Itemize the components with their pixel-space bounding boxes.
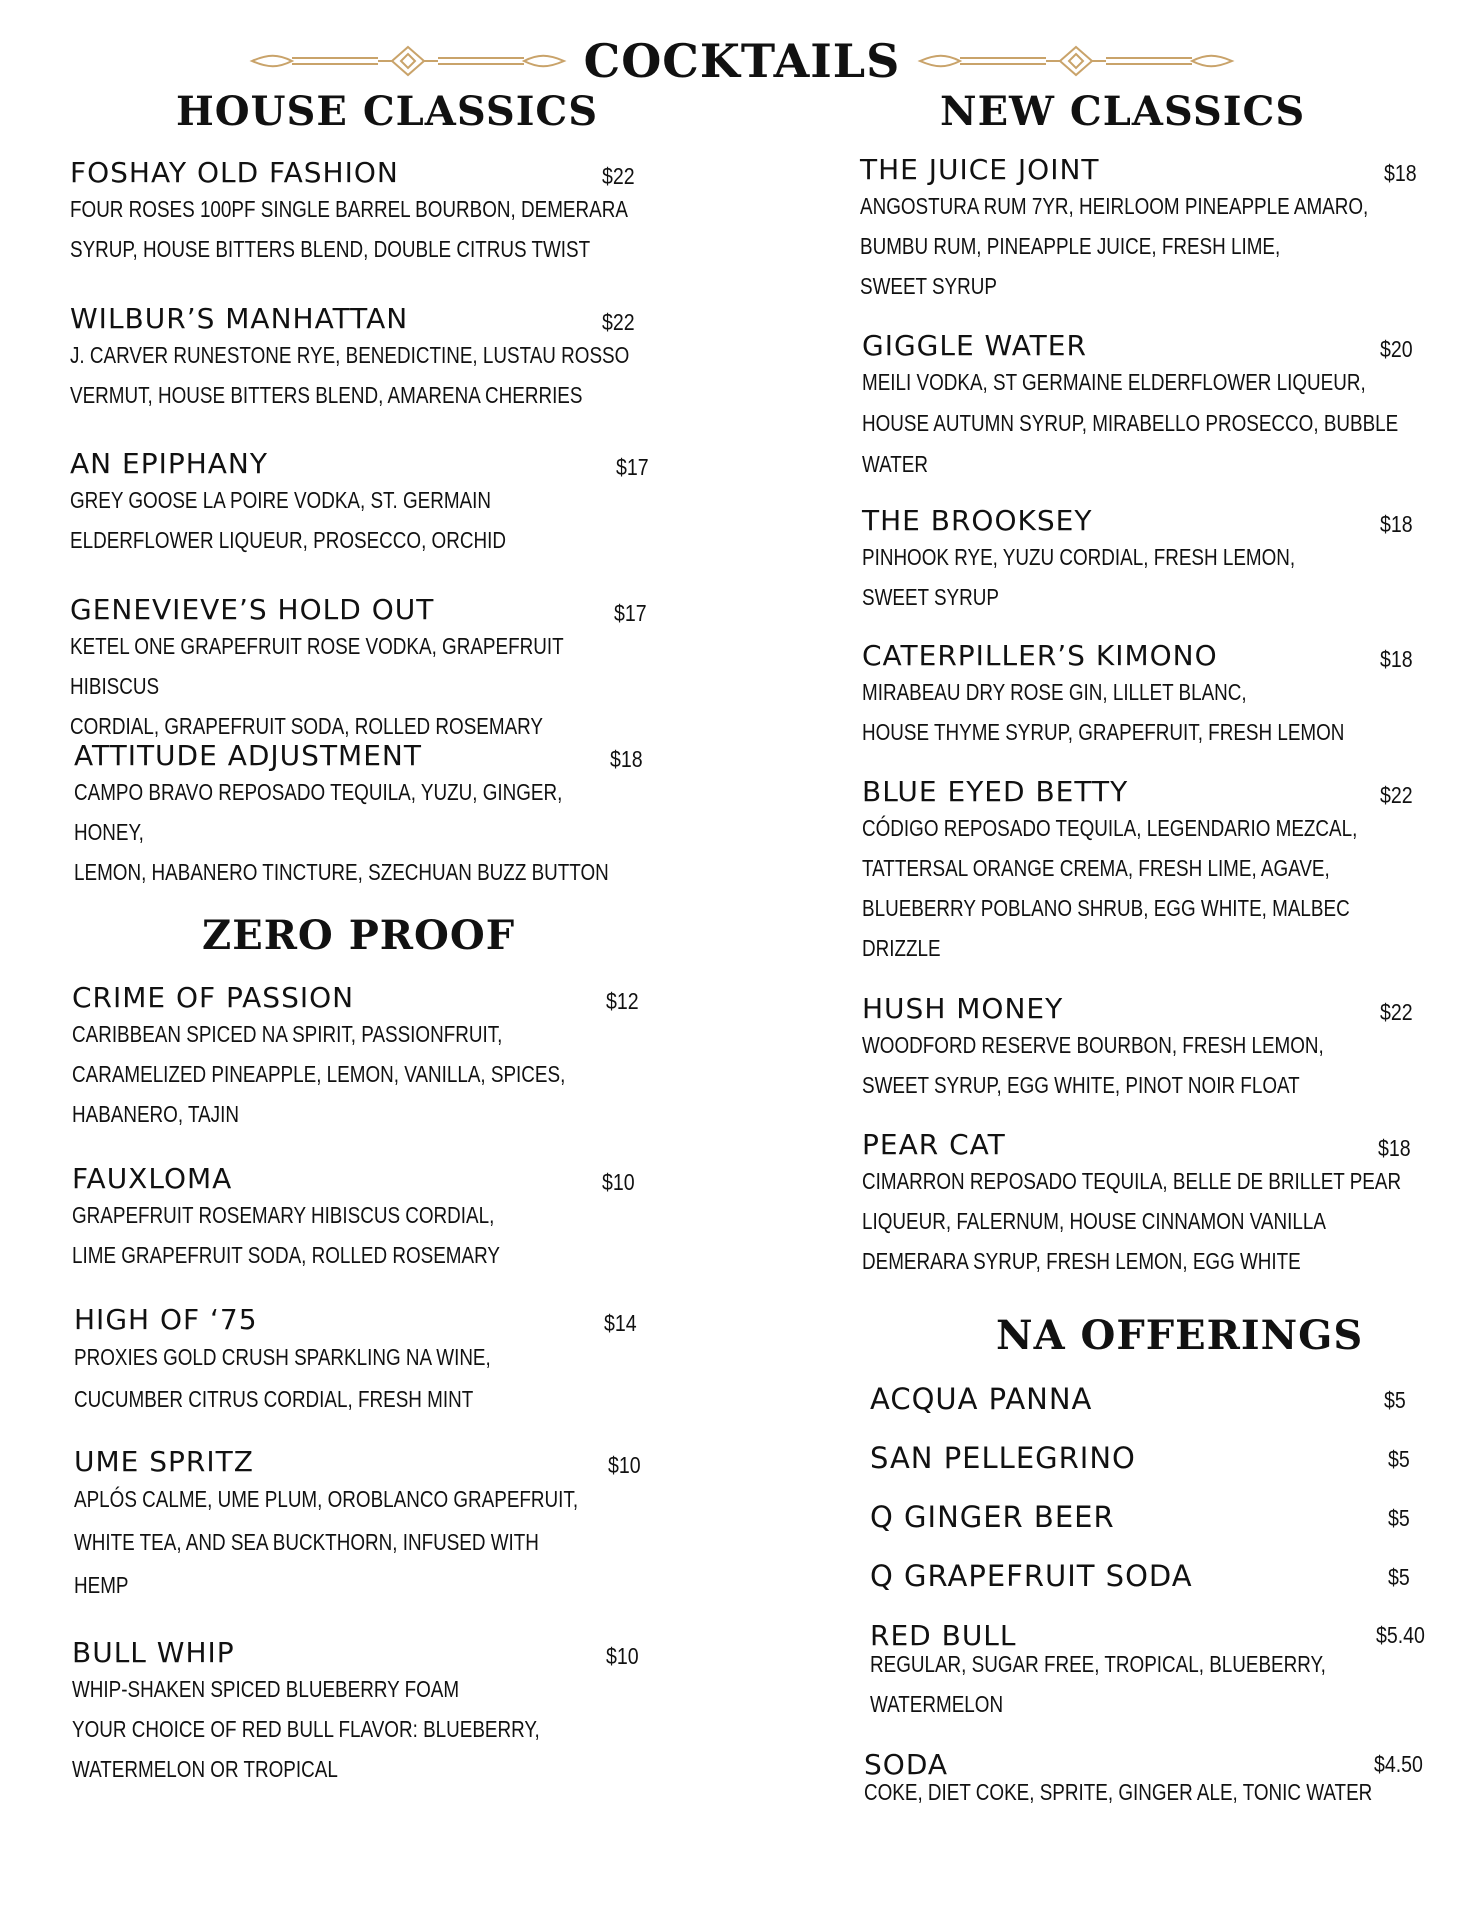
item-price: $18 [1380,646,1413,672]
menu-item [870,1442,1430,1474]
item-price: $12 [606,988,639,1014]
item-description: CIMARRON REPOSADO TEQUILA, BELLE DE BRILLET PEAR LIQUEUR, FALERNUM, HOUSE CINNAMON VANILLA DEMERARA SYRUP, FRESH LEMON, EGG WHITE [862,1168,1402,1274]
menu-item [862,330,1422,485]
item-description: PROXIES GOLD CRUSH SPARKLING NA WINE, CUCUMBER CITRUS CORDIAL, FRESH MINT [74,1344,491,1412]
art-deco-ornament-left-icon [248,44,568,78]
item-price: $10 [608,1452,641,1478]
item-name: FAUXLOMA [72,1162,233,1195]
menu-item [862,1129,1422,1281]
menu-item [74,1445,641,1607]
item-name: BLUE EYED BETTY [862,775,1129,808]
item-description: PINHOOK RYE, YUZU CORDIAL, FRESH LEMON, SWEET SYRUP [862,544,1296,610]
item-name: FOSHAY OLD FASHION [70,156,399,189]
menu-item [74,1303,637,1420]
item-price: $22 [1380,782,1413,808]
item-name: SODA [864,1748,949,1781]
menu-item [860,154,1420,306]
item-description: MIRABEAU DRY ROSE GIN, LILLET BLANC, HOUSE THYME SYRUP, GRAPEFRUIT, FRESH LEMON [862,679,1345,745]
menu-item [72,1162,635,1275]
item-price: $18 [1380,511,1413,537]
item-name: RED BULL [870,1619,1017,1652]
menu-item [70,156,635,269]
menu-item [862,640,1422,752]
item-description: ANGOSTURA RUM 7YR, HEIRLOOM PINEAPPLE AMARO, BUMBU RUM, PINEAPPLE JUICE, FRESH LIME, SWEET SYRUP [860,193,1369,299]
item-price: $22 [602,163,635,189]
item-description: REGULAR, SUGAR FREE, TROPICAL, BLUEBERRY, WATERMELON [870,1651,1326,1717]
menu-item [862,505,1422,617]
item-name: GIGGLE WATER [862,329,1087,362]
item-description: FOUR ROSES 100PF SINGLE BARREL BOURBON, DEMERARA SYRUP, HOUSE BITTERS BLEND, DOUBLE CITRUS TWIST [70,196,628,262]
item-price: $10 [606,1643,639,1669]
item-price: $20 [1380,336,1413,362]
menu-item [870,1383,1430,1415]
item-name: HUSH MONEY [862,992,1064,1025]
item-name: THE BROOKSEY [862,504,1093,537]
menu-item [72,1636,639,1789]
item-description: CÓDIGO REPOSADO TEQUILA, LEGENDARIO MEZCAL, TATTERSAL ORANGE CREMA, FRESH LIME, AGAVE, BLUEBERRY POBLANO SHRUB, EGG WHITE, MALBEC DRIZZLE [862,815,1358,961]
item-name: AN EPIPHANY [70,447,268,480]
item-name: Q GRAPEFRUIT SODA [870,1559,1193,1593]
menu-item [862,993,1422,1105]
item-price: $14 [604,1310,637,1336]
item-description: APLÓS CALME, UME PLUM, OROBLANCO GRAPEFRUIT, WHITE TEA, AND SEA BUCKTHORN, INFUSED WITH HEMP [74,1486,579,1598]
section-title-new-classics: NEW CLASSICS [940,88,1306,135]
item-price: $22 [1380,999,1413,1025]
item-description: CAMPO BRAVO REPOSADO TEQUILA, YUZU, GINGER, HONEY, LEMON, HABANERO TINCTURE, SZECHUAN BUZZ BUTTON [74,779,609,885]
art-deco-ornament-right-icon [916,44,1236,78]
item-price: $18 [1378,1135,1411,1161]
item-name: SAN PELLEGRINO [870,1441,1136,1475]
item-price: $5.40 [1376,1622,1425,1648]
menu-title: COCKTAILS [583,34,901,88]
item-price: $10 [602,1169,635,1195]
item-name: ATTITUDE ADJUSTMENT [74,739,422,772]
section-title-house-classics: HOUSE CLASSICS [176,88,599,135]
item-price: $22 [602,309,635,335]
item-price: $4.50 [1374,1751,1423,1777]
item-name: CRIME OF PASSION [72,981,355,1014]
item-name: GENEVIEVE’S HOLD OUT [70,593,435,626]
item-price: $17 [616,454,649,480]
item-name: PEAR CAT [862,1128,1006,1161]
item-name: Q GINGER BEER [870,1500,1115,1534]
item-description: WOODFORD RESERVE BOURBON, FRESH LEMON, SWEET SYRUP, EGG WHITE, PINOT NOIR FLOAT [862,1032,1324,1098]
menu-item [72,981,639,1134]
item-name: WILBUR’S MANHATTAN [70,302,409,335]
item-price: $5 [1388,1564,1410,1590]
item-price: $5 [1388,1446,1410,1472]
menu-item [862,776,1422,968]
menu-item [70,447,649,560]
menu-item [864,1749,1424,1809]
item-price: $5 [1388,1505,1410,1531]
item-price: $18 [1384,160,1417,186]
item-name: CATERPILLER’S KIMONO [862,639,1218,672]
item-name: BULL WHIP [72,1636,235,1669]
section-title-na-offerings: NA OFFERINGS [996,1312,1364,1359]
menu-item [74,739,643,892]
menu-item [870,1560,1430,1592]
item-description: WHIP-SHAKEN SPICED BLUEBERRY FOAM YOUR CHOICE OF RED BULL FLAVOR: BLUEBERRY, WATERMELON OR TROPICAL [72,1676,540,1782]
item-description: COKE, DIET COKE, SPRITE, GINGER ALE, TONIC WATER [864,1779,1373,1805]
item-price: $17 [614,600,647,626]
item-name: THE JUICE JOINT [860,153,1100,186]
item-name: HIGH OF ‘75 [74,1303,258,1336]
item-price: $5 [1384,1387,1406,1413]
item-description: J. CARVER RUNESTONE RYE, BENEDICTINE, LUSTAU ROSSO VERMUT, HOUSE BITTERS BLEND, AMARENA CHERRIES [70,342,630,408]
page-title [0,30,1484,88]
item-name: UME SPRITZ [74,1445,254,1478]
item-description: CARIBBEAN SPICED NA SPIRIT, PASSIONFRUIT, CARAMELIZED PINEAPPLE, LEMON, VANILLA, SPICES, HABANERO, TAJIN [72,1021,566,1127]
section-title-zero-proof: ZERO PROOF [202,912,516,959]
item-description: KETEL ONE GRAPEFRUIT ROSE VODKA, GRAPEFRUIT HIBISCUS CORDIAL, GRAPEFRUIT SODA, ROLLED ROSEMARY [70,633,564,739]
item-description: MEILI VODKA, ST GERMAINE ELDERFLOWER LIQUEUR, HOUSE AUTUMN SYRUP, MIRABELLO PROSECCO, BUBBLE WATER [862,369,1399,477]
item-description: GRAPEFRUIT ROSEMARY HIBISCUS CORDIAL, LIME GRAPEFRUIT SODA, ROLLED ROSEMARY [72,1202,500,1268]
item-price: $18 [610,746,643,772]
menu-item [870,1501,1430,1533]
menu-item [870,1620,1430,1724]
menu-item [70,302,635,415]
item-description: GREY GOOSE LA POIRE VODKA, ST. GERMAIN ELDERFLOWER LIQUEUR, PROSECCO, ORCHID [70,487,506,553]
menu-item [70,593,647,746]
item-name: ACQUA PANNA [870,1382,1093,1416]
